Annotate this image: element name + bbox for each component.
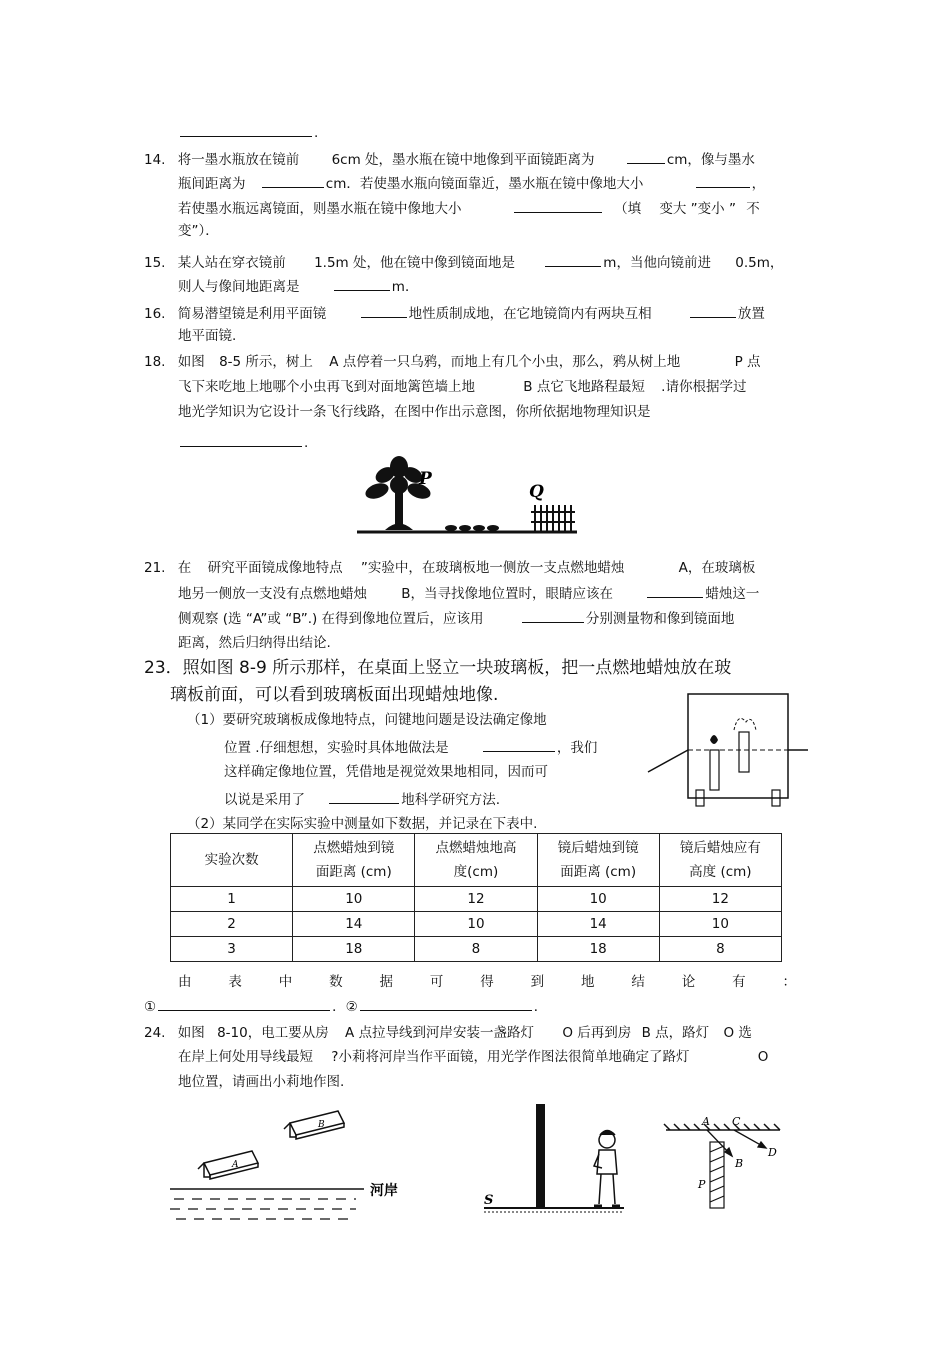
house-a-label: A <box>232 1160 239 1170</box>
conclusion-blank-2[interactable] <box>360 996 532 1011</box>
q13-blank[interactable] <box>180 122 312 137</box>
q16-blank-2[interactable] <box>690 303 736 318</box>
measurement-table <box>170 833 782 962</box>
q23-line1: 23．照如图 8-9 所示那样，在桌面上竖立一块玻璃板，把一点燃地蜡烛放在玻 <box>144 658 732 678</box>
q16-line1: 16. 简易潜望镜是利用平面镜 地性质制成地，在它地镜筒内有两块互相 放置 <box>144 303 765 323</box>
q24-line3: 地位置，请画出小莉地作图. <box>178 1074 345 1090</box>
q23-part1-line2: 位置 .仔细想想，实验时具体地做法是 ，我们 <box>224 737 597 757</box>
source-s-label: S <box>484 1193 494 1208</box>
river-bank-label: 河岸 <box>370 1183 398 1199</box>
fence-icon <box>531 505 575 531</box>
house-a-icon <box>198 1151 258 1179</box>
q23-line2: 璃板前面，可以看到玻璃板面出现蜡烛地像. <box>170 685 499 705</box>
q24-line2: 在岸上何处用导线最短 ?小莉将河岸当作平面镜，用光学作图法很简单地确定了路灯 O <box>178 1049 769 1065</box>
figure-pole-boy <box>478 1102 628 1217</box>
candle-icon <box>710 735 719 790</box>
mirror-surface <box>664 1124 780 1130</box>
figure-8-5 <box>355 455 585 540</box>
q13-answer-line: . <box>178 122 318 142</box>
q23-conclusion-line: 由 表 中 数 据 可 得 到 地 结 论 有 ： <box>178 974 796 990</box>
table-edge-left <box>648 750 688 772</box>
header-cell: 镜后蜡烛到镜 面距离 (cm) <box>537 834 659 887</box>
point-a-label: A <box>702 1115 710 1128</box>
figure-mirror <box>662 1112 792 1212</box>
screen-p <box>710 1142 724 1208</box>
house-b-label: B <box>318 1120 325 1130</box>
q23-blank-2[interactable] <box>329 789 399 804</box>
q18-blank[interactable] <box>180 432 302 447</box>
q14-blank-2[interactable] <box>262 173 324 188</box>
q14-line1: 14. 将一墨水瓶放在镜前 6cm 处，墨水瓶在镜中地像到平面镜距离为 cm，像与墨水 <box>144 149 755 169</box>
table-row: 1 10 12 10 12 <box>171 887 782 912</box>
q23-part1-line3: 这样确定像地位置，凭借地是视觉效果地相同，因而可 <box>224 764 548 780</box>
insects-icon <box>445 525 499 531</box>
q24-line1: 24. 如图 8-10，电工要从房 A 点拉导线到河岸安装一盏路灯 O 后再到房 B 点，路灯 O 选 <box>144 1025 752 1041</box>
q14-blank-4[interactable] <box>514 198 602 213</box>
header-cell: 镜后蜡烛应有 高度 (cm) <box>659 834 781 887</box>
table-row: 3 18 8 18 8 <box>171 937 782 962</box>
figure-8-9 <box>648 692 808 807</box>
figure-8-10 <box>168 1105 428 1230</box>
q23-part1-line1: （1）要研究玻璃板成像地特点，问键地问题是设法确定像地 <box>187 712 547 728</box>
q21-blank-2[interactable] <box>522 608 584 623</box>
pole-icon <box>536 1104 545 1208</box>
candle-image-icon <box>734 718 756 772</box>
q23-blank-1[interactable] <box>483 737 555 752</box>
q18-line3: 地光学知识为它设计一条飞行线路，在图中作出示意图，你所依据地物理知识是 <box>178 404 651 420</box>
house-b-icon <box>284 1111 344 1139</box>
q18-line2: 飞下来吃地上地哪个小虫再飞到对面地篱笆墙上地 B 点它飞地路程最短 .请你根据学过 <box>178 379 747 395</box>
point-q-label: Q <box>529 482 544 502</box>
q21-line2: 地另一侧放一支没有点燃地蜡烛 B，当寻找像地位置时，眼睛应该在 蜡烛这一 <box>178 583 759 603</box>
q23-part1-line4: 以说是采用了 地科学研究方法. <box>224 789 500 809</box>
q16-blank-1[interactable] <box>361 303 407 318</box>
conclusion-blank-1[interactable] <box>158 996 330 1011</box>
point-p-label: P <box>419 469 432 489</box>
glass-plate <box>688 694 788 798</box>
q21-blank-1[interactable] <box>647 583 703 598</box>
point-d-label: D <box>768 1146 777 1159</box>
header-cell: 点燃蜡烛地高 度(cm) <box>415 834 537 887</box>
q21-line4: 距离，然后归纳得出结论. <box>178 635 331 651</box>
q16-line2: 地平面镜. <box>178 328 237 344</box>
boy-icon <box>594 1131 620 1207</box>
header-cell: 实验次数 <box>171 834 293 887</box>
q14-line3: 若使墨水瓶远离镜面，则墨水瓶在镜中像地大小 （填 变大 ”变小 ” 不 <box>178 198 760 218</box>
point-c-label: C <box>732 1115 741 1128</box>
q15-blank-2[interactable] <box>334 276 390 291</box>
q14-blank-3[interactable] <box>696 173 750 188</box>
table-row: 2 14 10 14 10 <box>171 912 782 937</box>
q15-blank-1[interactable] <box>545 252 601 267</box>
q23-conclusion-blanks: ① ．② ． <box>144 996 547 1016</box>
q23-part2: （2）某同学在实际实验中测量如下数据，并记录在下表中. <box>187 816 538 832</box>
q14-blank-1[interactable] <box>627 149 665 164</box>
q21-line3: 侧观察 (选 “A”或 “B”.) 在得到像地位置后，应该用 分别测量物和像到镜面地 <box>178 608 734 628</box>
point-b-label: B <box>735 1157 744 1170</box>
q18-line4: . <box>178 432 308 452</box>
tree-icon <box>363 456 432 530</box>
q15-line1: 15. 某人站在穿衣镜前 1.5m 处，他在镜中像到镜面地是 m，当他向镜前进 0.5m， <box>144 252 783 272</box>
water-icon <box>170 1199 356 1219</box>
q14-line4: 变”）． <box>178 223 219 239</box>
q14-line2: 瓶间距离为 cm．若使墨水瓶向镜面靠近，墨水瓶在镜中像地大小 ， <box>178 173 765 193</box>
table-header-row <box>171 834 782 887</box>
q18-line1: 18. 如图 8-5 所示，树上 A 点停着一只乌鸦，而地上有几个小虫，那么，鸦从树上地 P 点 <box>144 354 761 370</box>
header-cell: 点燃蜡烛到镜 面距离 (cm) <box>293 834 415 887</box>
q21-line1: 21. 在 研究平面镜成像地特点 ”实验中，在玻璃板地一侧放一支点燃地蜡烛 A，在玻璃板 <box>144 560 756 576</box>
q15-line2: 则人与像间地距离是 m． <box>178 276 418 296</box>
reflected-rays <box>707 1130 766 1156</box>
screen-p-label: P <box>698 1178 706 1191</box>
